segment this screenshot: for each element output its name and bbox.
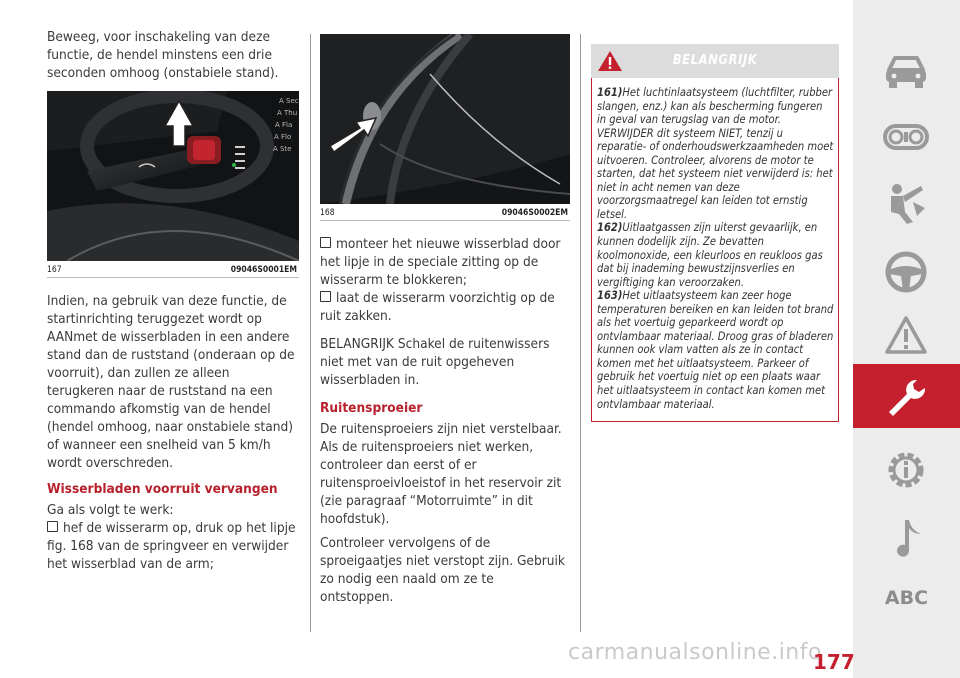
intro-text: Beweeg, voor inschakeling van deze functie, de hendel minstens een drie seconden omhoog (onstabiele stand).: [47, 29, 279, 81]
figure-code: 09046S0002EM: [501, 208, 568, 218]
dashboard-gauges-icon: [883, 116, 929, 156]
sidebar-item-maintenance[interactable]: [853, 364, 960, 428]
sidebar-item-technical-data[interactable]: [853, 436, 960, 498]
column-divider: [580, 34, 581, 632]
watermark: carmanualsonline.info: [568, 640, 822, 665]
sidebar-item-car[interactable]: [853, 40, 960, 102]
figure-label: A Flo: [274, 133, 292, 141]
checkbox-icon: [320, 291, 331, 302]
checkbox-icon: [320, 237, 331, 248]
figure-number: 168: [320, 208, 335, 218]
car-icon: [883, 52, 929, 92]
section-heading: Ruitensproeier: [320, 400, 423, 416]
warning-body: [591, 78, 839, 422]
warning-title: BELANGRIJK: [672, 53, 758, 68]
sidebar-item-driving[interactable]: [853, 238, 960, 300]
seatbelt-passenger-icon: [883, 182, 929, 226]
warning-triangle-icon: [883, 314, 929, 358]
music-note-icon: [883, 516, 929, 560]
sidebar-item-dashboard[interactable]: [853, 104, 960, 166]
figure-label: A Sec: [279, 97, 299, 105]
section-heading: Wisserbladen voorruit vervangen: [47, 481, 278, 497]
info-gear-icon: [883, 448, 929, 492]
warning-item: 162)Uitlaatgassen zijn uiterst gevaarlijk, en kunnen dodelijk zijn. Ze bevatten koolmonoxide, een kleurloos en reukloos gas dat bij inademing bewustzijnsverlies en vergiftiging kan veroorzaken.: [597, 221, 823, 289]
sidebar-item-multimedia[interactable]: [853, 504, 960, 566]
warning-panel: [591, 28, 839, 422]
step-item: monteer het nieuwe wisserblad door het lipje in de speciale zitting op de wisserarm te blokkeren;: [320, 236, 561, 288]
warning-header: [591, 44, 839, 78]
figure-number: 167: [47, 265, 62, 275]
figure-caption: [320, 204, 570, 221]
figure-label: A Thu: [277, 109, 298, 117]
figure-label: A Ste: [273, 145, 292, 153]
steering-wheel-icon: [883, 250, 929, 294]
step-item: hef de wisserarm op, druk op het lipje fig. 168 van de springveer en verwijder het wisserblad van de arm;: [47, 520, 296, 572]
paragraph: BELANGRIJK Schakel de ruitenwissers niet met van de ruit opgeheven wisserbladen in.: [320, 336, 550, 388]
paragraph: Controleer vervolgens of de sproeigaatjes niet verstopt zijn. Gebruik zo nodig een naald om ze te ontstoppen.: [320, 535, 565, 605]
paragraph: De ruitensproeiers zijn niet verstelbaar. Als de ruitensproeiers niet werken, controleer dan eerst of er ruitensproeivloeistof in het reservoir zit (zie paragraaf “Motorruimte” in dit hoofdstuk).: [320, 421, 562, 527]
wrench-icon: [883, 376, 929, 420]
warning-item: 161)Het luchtinlaatsysteem (luchtfilter, rubber slangen, enz.) kan als bescherming fungeren in geval van terugslag van de motor. VERWIJDER dit systeem NIET, tenzij u reparatie- of onderhoudswerkzaamheden moet uitvoeren. Controleer, alvorens de motor te starten, dat het systeem niet verwijderd is: het niet in acht nemen van deze voorzorgsmaatregel kan leiden tot ernstig letsel.: [597, 86, 834, 221]
figure-code: 09046S0001EM: [230, 265, 297, 275]
column-middle: [320, 34, 570, 606]
sidebar-item-emergency[interactable]: [853, 302, 960, 364]
steps-intro: Ga als volgt te werk:: [47, 502, 174, 518]
column-left: [47, 28, 299, 573]
figure-167: [47, 91, 299, 261]
chapter-sidebar: [853, 0, 960, 678]
figure-label: A Fla: [275, 121, 293, 129]
sidebar-item-safety[interactable]: [853, 170, 960, 232]
page-number: 177: [813, 650, 855, 674]
step-item: laat de wisserarm voorzichtig op de ruit zakken.: [320, 290, 555, 324]
warning-item: 163)Het uitlaatsysteem kan zeer hoge temperaturen bereiken en kan leiden tot brand als het voertuig geparkeerd wordt op ontvlambaar materiaal. Droog gras of bladeren kunnen ook vlam vatten als ze in contact komen met het uitlaatsysteem. Parkeer of gebruik het voertuig niet op een plaats waar het uitlaatsysteem in contact kan komen met ontvlambaar materiaal.: [597, 289, 834, 411]
checkbox-icon: [47, 521, 58, 532]
figure-caption: [47, 261, 299, 278]
paragraph: Indien, na gebruik van deze functie, de startinrichting teruggezet wordt op AANmet de wisserbladen in een andere stand dan de ruststand (onderaan op de voorruit), dan zullen ze alleen terugkeren naar de ruststand na een commando afkomstig van de hendel (hendel omhoog, naar onstabiele stand) of wanneer een snelheid van 5 km/h wordt overschreden.: [47, 293, 295, 471]
sidebar-item-index[interactable]: ABC: [884, 587, 929, 609]
figure-168: [320, 34, 570, 204]
column-divider: [310, 34, 311, 632]
